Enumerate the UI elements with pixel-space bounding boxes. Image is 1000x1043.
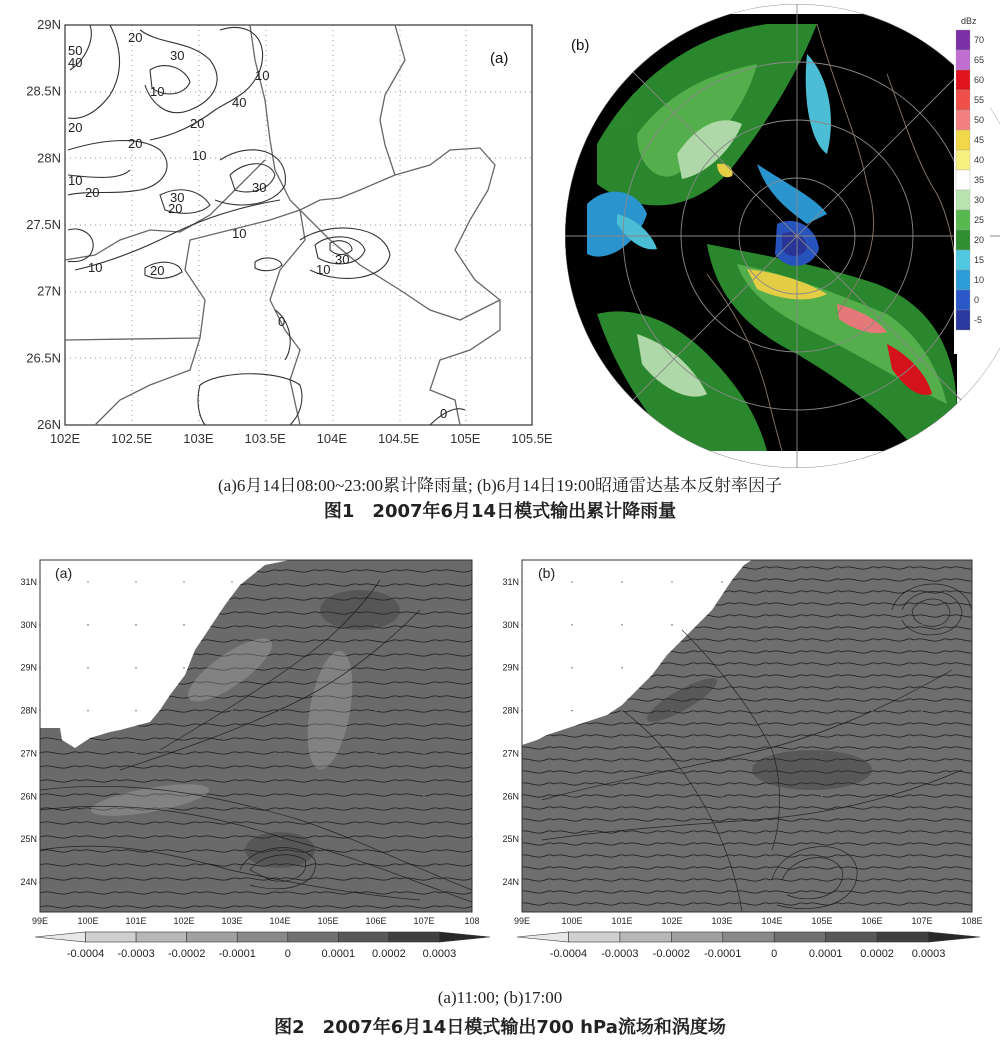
- f2a-grid-dot: [183, 667, 185, 669]
- svg-text:10: 10: [255, 68, 270, 83]
- f2a-colorbar-label: -0.0004: [66, 948, 105, 960]
- f2b-grid-dot: [721, 624, 723, 626]
- f2b-grid-dot: [871, 838, 873, 840]
- f2a-grid-dot: [183, 581, 185, 583]
- fig1a-x-tick-label: 104E: [316, 431, 348, 446]
- fig1-panel-b: [557, 14, 990, 451]
- f2b-colorbar-label: 0.0003: [911, 948, 946, 960]
- fig2b-panel-label: (b): [538, 565, 556, 581]
- fig1a-x-tick-label: 103E: [183, 431, 214, 446]
- f2b-grid-dot: [871, 710, 873, 712]
- f2a-x-tick-label: 103E: [221, 916, 243, 926]
- fig1b-colorbar-label: 65: [974, 55, 985, 65]
- f2a-grid-dot: [279, 581, 281, 583]
- f2b-y-tick-label: 30N: [502, 619, 519, 630]
- f2a-colorbar-swatch: [237, 932, 288, 942]
- svg-text:10: 10: [150, 84, 165, 99]
- fig2-panel-a: [0, 550, 500, 965]
- f2b-grid-dot: [671, 753, 673, 755]
- fig1b-colorbar-swatch: [956, 210, 970, 230]
- f2a-colorbar-swatch: [187, 932, 238, 942]
- f2a-grid-dot: [375, 881, 377, 883]
- f2a-grid-dot: [87, 795, 89, 797]
- f2b-grid-dot: [821, 581, 823, 583]
- fig1b-colorbar-label: 70: [974, 35, 985, 45]
- f2b-grid-dot: [671, 838, 673, 840]
- f2b-x-tick-label: 104E: [761, 916, 783, 926]
- f2a-grid-dot: [231, 753, 233, 755]
- f2a-grid-dot: [327, 838, 329, 840]
- svg-text:0: 0: [278, 314, 286, 329]
- fig1-panel-a: [0, 0, 553, 455]
- f2b-grid-dot: [721, 795, 723, 797]
- f2b-grid-dot: [571, 581, 573, 583]
- fig2-subcaption: (a)11:00; (b)17:00: [437, 988, 563, 1007]
- f2a-grid-dot: [135, 838, 137, 840]
- f2b-grid-dot: [671, 581, 673, 583]
- f2a-grid-dot: [423, 795, 425, 797]
- f2a-grid-dot: [231, 795, 233, 797]
- f2a-grid-dot: [231, 710, 233, 712]
- fig1a-y-tick-label: 26.5N: [26, 350, 61, 366]
- f2b-grid-dot: [771, 753, 773, 755]
- f2a-y-tick-label: 27N: [20, 748, 37, 759]
- fig1b-colorbar-swatch: [956, 130, 970, 150]
- fig1a-x-tick-label: 104.5E: [377, 431, 420, 446]
- f2b-grid-dot: [921, 710, 923, 712]
- f2b-y-tick-label: 25N: [502, 834, 519, 845]
- f2b-grid-dot: [871, 581, 873, 583]
- f2b-y-tick-label: 31N: [502, 577, 519, 587]
- f2a-y-tick-label: 26N: [20, 791, 37, 802]
- fig1b-colorbar-swatch: [956, 290, 970, 310]
- fig1b-colorbar-swatch: [956, 190, 970, 210]
- fig1b-colorbar-swatch: [956, 150, 970, 170]
- f2a-grid-dot: [231, 667, 233, 669]
- f2b-colorbar-label: -0.0004: [549, 948, 588, 960]
- fig1a-panel-label: (a): [490, 50, 509, 67]
- f2b-colorbar-swatch: [774, 932, 825, 942]
- svg-text:40: 40: [68, 55, 83, 70]
- fig1b-colorbar-label: 15: [974, 255, 985, 265]
- fig1b-panel-label: (b): [571, 37, 590, 54]
- f2b-y-tick-label: 27N: [502, 748, 519, 759]
- f2b-grid-dot: [621, 710, 623, 712]
- f2a-grid-dot: [375, 667, 377, 669]
- f2a-grid-dot: [135, 667, 137, 669]
- fig1b-colorbar-label: -5: [974, 315, 983, 325]
- svg-text:30: 30: [170, 48, 185, 63]
- f2b-grid-dot: [721, 581, 723, 583]
- f2b-grid-dot: [821, 624, 823, 626]
- f2a-grid-dot: [423, 667, 425, 669]
- f2b-grid-dot: [771, 581, 773, 583]
- f2b-x-tick-label: 106E: [861, 916, 883, 926]
- fig1a-x-tick-label: 105E: [450, 431, 481, 446]
- f2a-x-tick-label: 108: [464, 916, 480, 926]
- fig1b-colorbar-label: 45: [974, 135, 985, 145]
- f2b-grid-dot: [721, 881, 723, 883]
- f2b-grid-dot: [571, 795, 573, 797]
- f2a-grid-dot: [375, 753, 377, 755]
- svg-text:20: 20: [168, 201, 183, 216]
- f2b-colorbar-label: -0.0003: [601, 948, 639, 960]
- f2b-y-tick-label: 26N: [502, 791, 519, 802]
- f2b-x-tick-label: 108E: [961, 916, 983, 926]
- f2b-colorbar-label: -0.0001: [704, 948, 742, 960]
- f2a-grid-dot: [327, 581, 329, 583]
- f2a-grid-dot: [231, 838, 233, 840]
- f2a-colorbar-label: 0.0002: [372, 948, 406, 960]
- svg-text:40: 40: [232, 95, 247, 110]
- svg-text:30: 30: [170, 190, 185, 205]
- f2a-grid-dot: [423, 753, 425, 755]
- f2b-grid-dot: [871, 753, 873, 755]
- f2b-grid-dot: [771, 881, 773, 883]
- fig2a-panel-label: (a): [55, 565, 73, 581]
- f2a-grid-dot: [375, 581, 377, 583]
- f2b-grid-dot: [821, 838, 823, 840]
- f2b-colorbar-end-right: [929, 932, 980, 942]
- svg-text:20: 20: [150, 263, 165, 278]
- f2a-grid-dot: [87, 624, 89, 626]
- f2b-grid-dot: [871, 795, 873, 797]
- fig1a-x-tick-label: 103.5E: [244, 431, 286, 446]
- f2b-grid-dot: [771, 667, 773, 669]
- f2b-grid-dot: [671, 710, 673, 712]
- svg-text:20: 20: [128, 136, 143, 151]
- f2b-grid-dot: [821, 710, 823, 712]
- f2b-colorbar-swatch: [620, 932, 671, 942]
- f2b-colorbar-swatch: [723, 932, 774, 942]
- f2a-colorbar-swatch: [136, 932, 187, 942]
- f2a-colorbar-label: 0.0001: [321, 948, 356, 960]
- f2b-x-tick-label: 100E: [561, 916, 583, 926]
- f2a-grid-dot: [279, 710, 281, 712]
- f2b-grid-dot: [671, 624, 673, 626]
- f2b-colorbar-label: 0: [771, 948, 778, 960]
- fig1a-x-tick-label: 105.5E: [511, 431, 553, 446]
- f2b-grid-dot: [571, 624, 573, 626]
- fig1-subcaption: (a)6月14日08:00~23:00累计降雨量; (b)6月14日19:00昭通雷达基本反射率因子: [217, 476, 783, 495]
- fig1b-colorbar-swatch: [956, 70, 970, 90]
- fig1a-y-tick-label: 28.5N: [26, 83, 61, 99]
- f2b-grid-dot: [871, 881, 873, 883]
- f2a-grid-dot: [423, 710, 425, 712]
- f2a-grid-dot: [135, 753, 137, 755]
- svg-text:10: 10: [88, 260, 103, 275]
- f2a-grid-dot: [279, 881, 281, 883]
- f2b-grid-dot: [771, 710, 773, 712]
- f2a-grid-dot: [87, 753, 89, 755]
- fig1-caption: 图1 2007年6月14日模式输出累计降雨量: [323, 501, 677, 522]
- f2a-grid-dot: [231, 624, 233, 626]
- fig1a-x-tick-label: 102.5E: [111, 431, 153, 446]
- f2b-grid-dot: [621, 624, 623, 626]
- f2b-grid-dot: [921, 667, 923, 669]
- f2a-grid-dot: [279, 795, 281, 797]
- f2a-colorbar-swatch: [288, 932, 339, 942]
- f2b-x-tick-label: 102E: [661, 916, 683, 926]
- f2a-grid-dot: [231, 581, 233, 583]
- fig1a-y-tick-label: 29N: [37, 17, 61, 32]
- fig1a-y-tick-label: 26N: [37, 417, 61, 432]
- f2b-grid-dot: [571, 838, 573, 840]
- fig2-caption: 图2 2007年6月14日模式输出700 hPa流场和涡度场: [274, 1017, 726, 1038]
- f2b-y-tick-label: 24N: [502, 877, 519, 887]
- f2b-grid-dot: [821, 667, 823, 669]
- svg-text:10: 10: [192, 148, 207, 163]
- f2b-grid-dot: [871, 667, 873, 669]
- f2a-x-tick-label: 100E: [77, 916, 99, 926]
- f2b-grid-dot: [921, 838, 923, 840]
- fig1b-colorbar-swatch: [956, 30, 970, 50]
- f2b-x-tick-label: 101E: [611, 916, 633, 926]
- f2a-y-tick-label: 25N: [20, 834, 37, 845]
- f2a-grid-dot: [183, 838, 185, 840]
- f2a-grid-dot: [135, 710, 137, 712]
- svg-text:10: 10: [68, 173, 83, 188]
- f2b-x-tick-label: 107E: [911, 916, 933, 926]
- f2a-y-tick-label: 30N: [20, 619, 37, 630]
- fig1a-y-tick-label: 28N: [37, 150, 61, 166]
- fig1b-colorbar-swatch: [956, 230, 970, 250]
- f2b-grid-dot: [571, 710, 573, 712]
- f2a-grid-dot: [423, 581, 425, 583]
- f2a-grid-dot: [87, 667, 89, 669]
- f2a-colorbar-label: -0.0003: [117, 948, 155, 960]
- f2b-grid-dot: [821, 753, 823, 755]
- svg-text:30: 30: [252, 180, 267, 195]
- f2a-grid-dot: [327, 710, 329, 712]
- f2a-grid-dot: [279, 667, 281, 669]
- fig1b-colorbar-swatch: [956, 90, 970, 110]
- f2b-grid-dot: [571, 881, 573, 883]
- svg-text:20: 20: [190, 116, 205, 131]
- f2b-grid-dot: [921, 881, 923, 883]
- f2b-colorbar-swatch: [671, 932, 722, 942]
- fig1b-colorbar-swatch: [956, 110, 970, 130]
- f2a-grid-dot: [327, 667, 329, 669]
- f2a-x-tick-label: 102E: [173, 916, 195, 926]
- f2b-grid-dot: [771, 624, 773, 626]
- f2b-grid-dot: [771, 838, 773, 840]
- f2a-grid-dot: [87, 710, 89, 712]
- f2b-colorbar-swatch: [877, 932, 928, 942]
- f2b-grid-dot: [921, 624, 923, 626]
- f2a-grid-dot: [183, 795, 185, 797]
- f2b-grid-dot: [721, 838, 723, 840]
- svg-text:20: 20: [85, 185, 100, 200]
- f2b-y-tick-label: 28N: [502, 705, 519, 716]
- f2a-grid-dot: [327, 753, 329, 755]
- svg-text:20: 20: [68, 120, 83, 135]
- fig2-panel-b: [482, 550, 1000, 965]
- fig1b-colorbar-label: 40: [974, 155, 985, 165]
- f2a-colorbar-end-left: [35, 932, 86, 942]
- f2a-colorbar-swatch: [389, 932, 440, 942]
- f2b-grid-dot: [621, 581, 623, 583]
- f2a-x-tick-label: 101E: [125, 916, 147, 926]
- f2a-grid-dot: [327, 795, 329, 797]
- f2a-grid-dot: [375, 710, 377, 712]
- f2b-x-tick-label: 105E: [811, 916, 833, 926]
- f2a-colorbar-label: 0.0003: [422, 948, 457, 960]
- f2b-grid-dot: [871, 624, 873, 626]
- f2a-colorbar-label: 0: [284, 948, 291, 960]
- f2a-grid-dot: [135, 581, 137, 583]
- f2b-grid-dot: [621, 838, 623, 840]
- f2b-colorbar-label: 0.0001: [808, 948, 843, 960]
- f2b-x-tick-label: 103E: [711, 916, 733, 926]
- f2a-grid-dot: [87, 838, 89, 840]
- f2b-grid-dot: [621, 753, 623, 755]
- f2a-grid-dot: [327, 624, 329, 626]
- f2b-grid-dot: [921, 581, 923, 583]
- f2a-x-tick-label: 99E: [31, 916, 49, 926]
- f2b-colorbar-swatch: [826, 932, 877, 942]
- f2a-grid-dot: [183, 881, 185, 883]
- f2b-x-tick-label: 99E: [513, 916, 531, 926]
- f2a-grid-dot: [423, 881, 425, 883]
- f2a-grid-dot: [135, 881, 137, 883]
- f2a-grid-dot: [375, 624, 377, 626]
- f2b-grid-dot: [621, 667, 623, 669]
- f2a-x-tick-label: 105E: [317, 916, 339, 926]
- fig1b-colorbar-label: 60: [974, 75, 985, 85]
- f2a-grid-dot: [375, 795, 377, 797]
- f2b-grid-dot: [821, 795, 823, 797]
- f2a-grid-dot: [327, 881, 329, 883]
- fig1b-colorbar-label: 20: [974, 235, 985, 245]
- fig1a-x-tick-label: 102E: [49, 431, 81, 446]
- f2a-x-tick-label: 107E: [413, 916, 435, 926]
- f2a-grid-dot: [135, 795, 137, 797]
- f2b-grid-dot: [921, 795, 923, 797]
- f2a-colorbar-label: -0.0002: [168, 948, 206, 960]
- fig1b-colorbar-label: 35: [974, 175, 985, 185]
- f2b-grid-dot: [921, 753, 923, 755]
- f2b-grid-dot: [771, 795, 773, 797]
- fig1b-colorbar-unit: dBz: [961, 16, 977, 26]
- fig1b-colorbar-swatch: [956, 250, 970, 270]
- f2a-grid-dot: [135, 624, 137, 626]
- f2b-grid-dot: [721, 753, 723, 755]
- f2b-grid-dot: [571, 753, 573, 755]
- f2a-grid-dot: [183, 753, 185, 755]
- f2a-grid-dot: [279, 838, 281, 840]
- f2a-grid-dot: [231, 881, 233, 883]
- f2b-colorbar-label: -0.0002: [652, 948, 690, 960]
- svg-text:10: 10: [316, 262, 331, 277]
- f2a-colorbar-swatch: [338, 932, 389, 942]
- f2b-grid-dot: [571, 667, 573, 669]
- f2b-grid-dot: [621, 881, 623, 883]
- f2a-y-tick-label: 24N: [20, 877, 37, 887]
- f2b-grid-dot: [821, 881, 823, 883]
- f2a-grid-dot: [375, 838, 377, 840]
- f2b-colorbar-label: 0.0002: [860, 948, 894, 960]
- f2a-x-tick-label: 104E: [269, 916, 291, 926]
- f2a-colorbar-label: -0.0001: [218, 948, 256, 960]
- f2a-grid-dot: [183, 710, 185, 712]
- f2a-grid-dot: [183, 624, 185, 626]
- f2a-grid-dot: [423, 838, 425, 840]
- f2b-y-tick-label: 29N: [502, 662, 519, 673]
- fig1b-colorbar-label: 30: [974, 195, 985, 205]
- f2b-grid-dot: [671, 795, 673, 797]
- f2a-x-tick-label: 106E: [365, 916, 387, 926]
- f2a-y-tick-label: 28N: [20, 705, 37, 716]
- fig1b-colorbar-label: 50: [974, 115, 985, 125]
- f2b-grid-dot: [671, 881, 673, 883]
- svg-text:20: 20: [128, 30, 143, 45]
- fig1b-colorbar-swatch: [956, 310, 970, 330]
- f2a-y-tick-label: 29N: [20, 662, 37, 673]
- svg-text:50: 50: [68, 43, 83, 58]
- fig1b-colorbar-swatch: [956, 170, 970, 190]
- f2a-grid-dot: [279, 624, 281, 626]
- fig1b-colorbar-label: 0: [974, 295, 980, 305]
- f2b-grid-dot: [621, 795, 623, 797]
- f2b-colorbar-end-left: [517, 932, 568, 942]
- svg-text:0: 0: [440, 406, 448, 421]
- f2a-grid-dot: [423, 624, 425, 626]
- f2b-grid-dot: [721, 667, 723, 669]
- fig1b-colorbar-label: 10: [974, 275, 985, 285]
- f2b-grid-dot: [721, 710, 723, 712]
- fig1b-colorbar-swatch: [956, 270, 970, 290]
- f2a-grid-dot: [87, 581, 89, 583]
- fig1a-y-tick-label: 27N: [37, 283, 61, 299]
- svg-text:10: 10: [232, 226, 247, 241]
- f2b-grid-dot: [671, 667, 673, 669]
- f2a-grid-dot: [87, 881, 89, 883]
- fig1b-colorbar-label: 25: [974, 215, 985, 225]
- fig1a-y-tick-label: 27.5N: [26, 217, 61, 232]
- svg-text:30: 30: [335, 252, 350, 267]
- fig1b-colorbar-label: 55: [974, 95, 985, 105]
- fig1b-colorbar-swatch: [956, 50, 970, 70]
- f2a-y-tick-label: 31N: [20, 577, 37, 587]
- f2a-grid-dot: [279, 753, 281, 755]
- f2a-colorbar-swatch: [86, 932, 137, 942]
- f2b-colorbar-swatch: [568, 932, 619, 942]
